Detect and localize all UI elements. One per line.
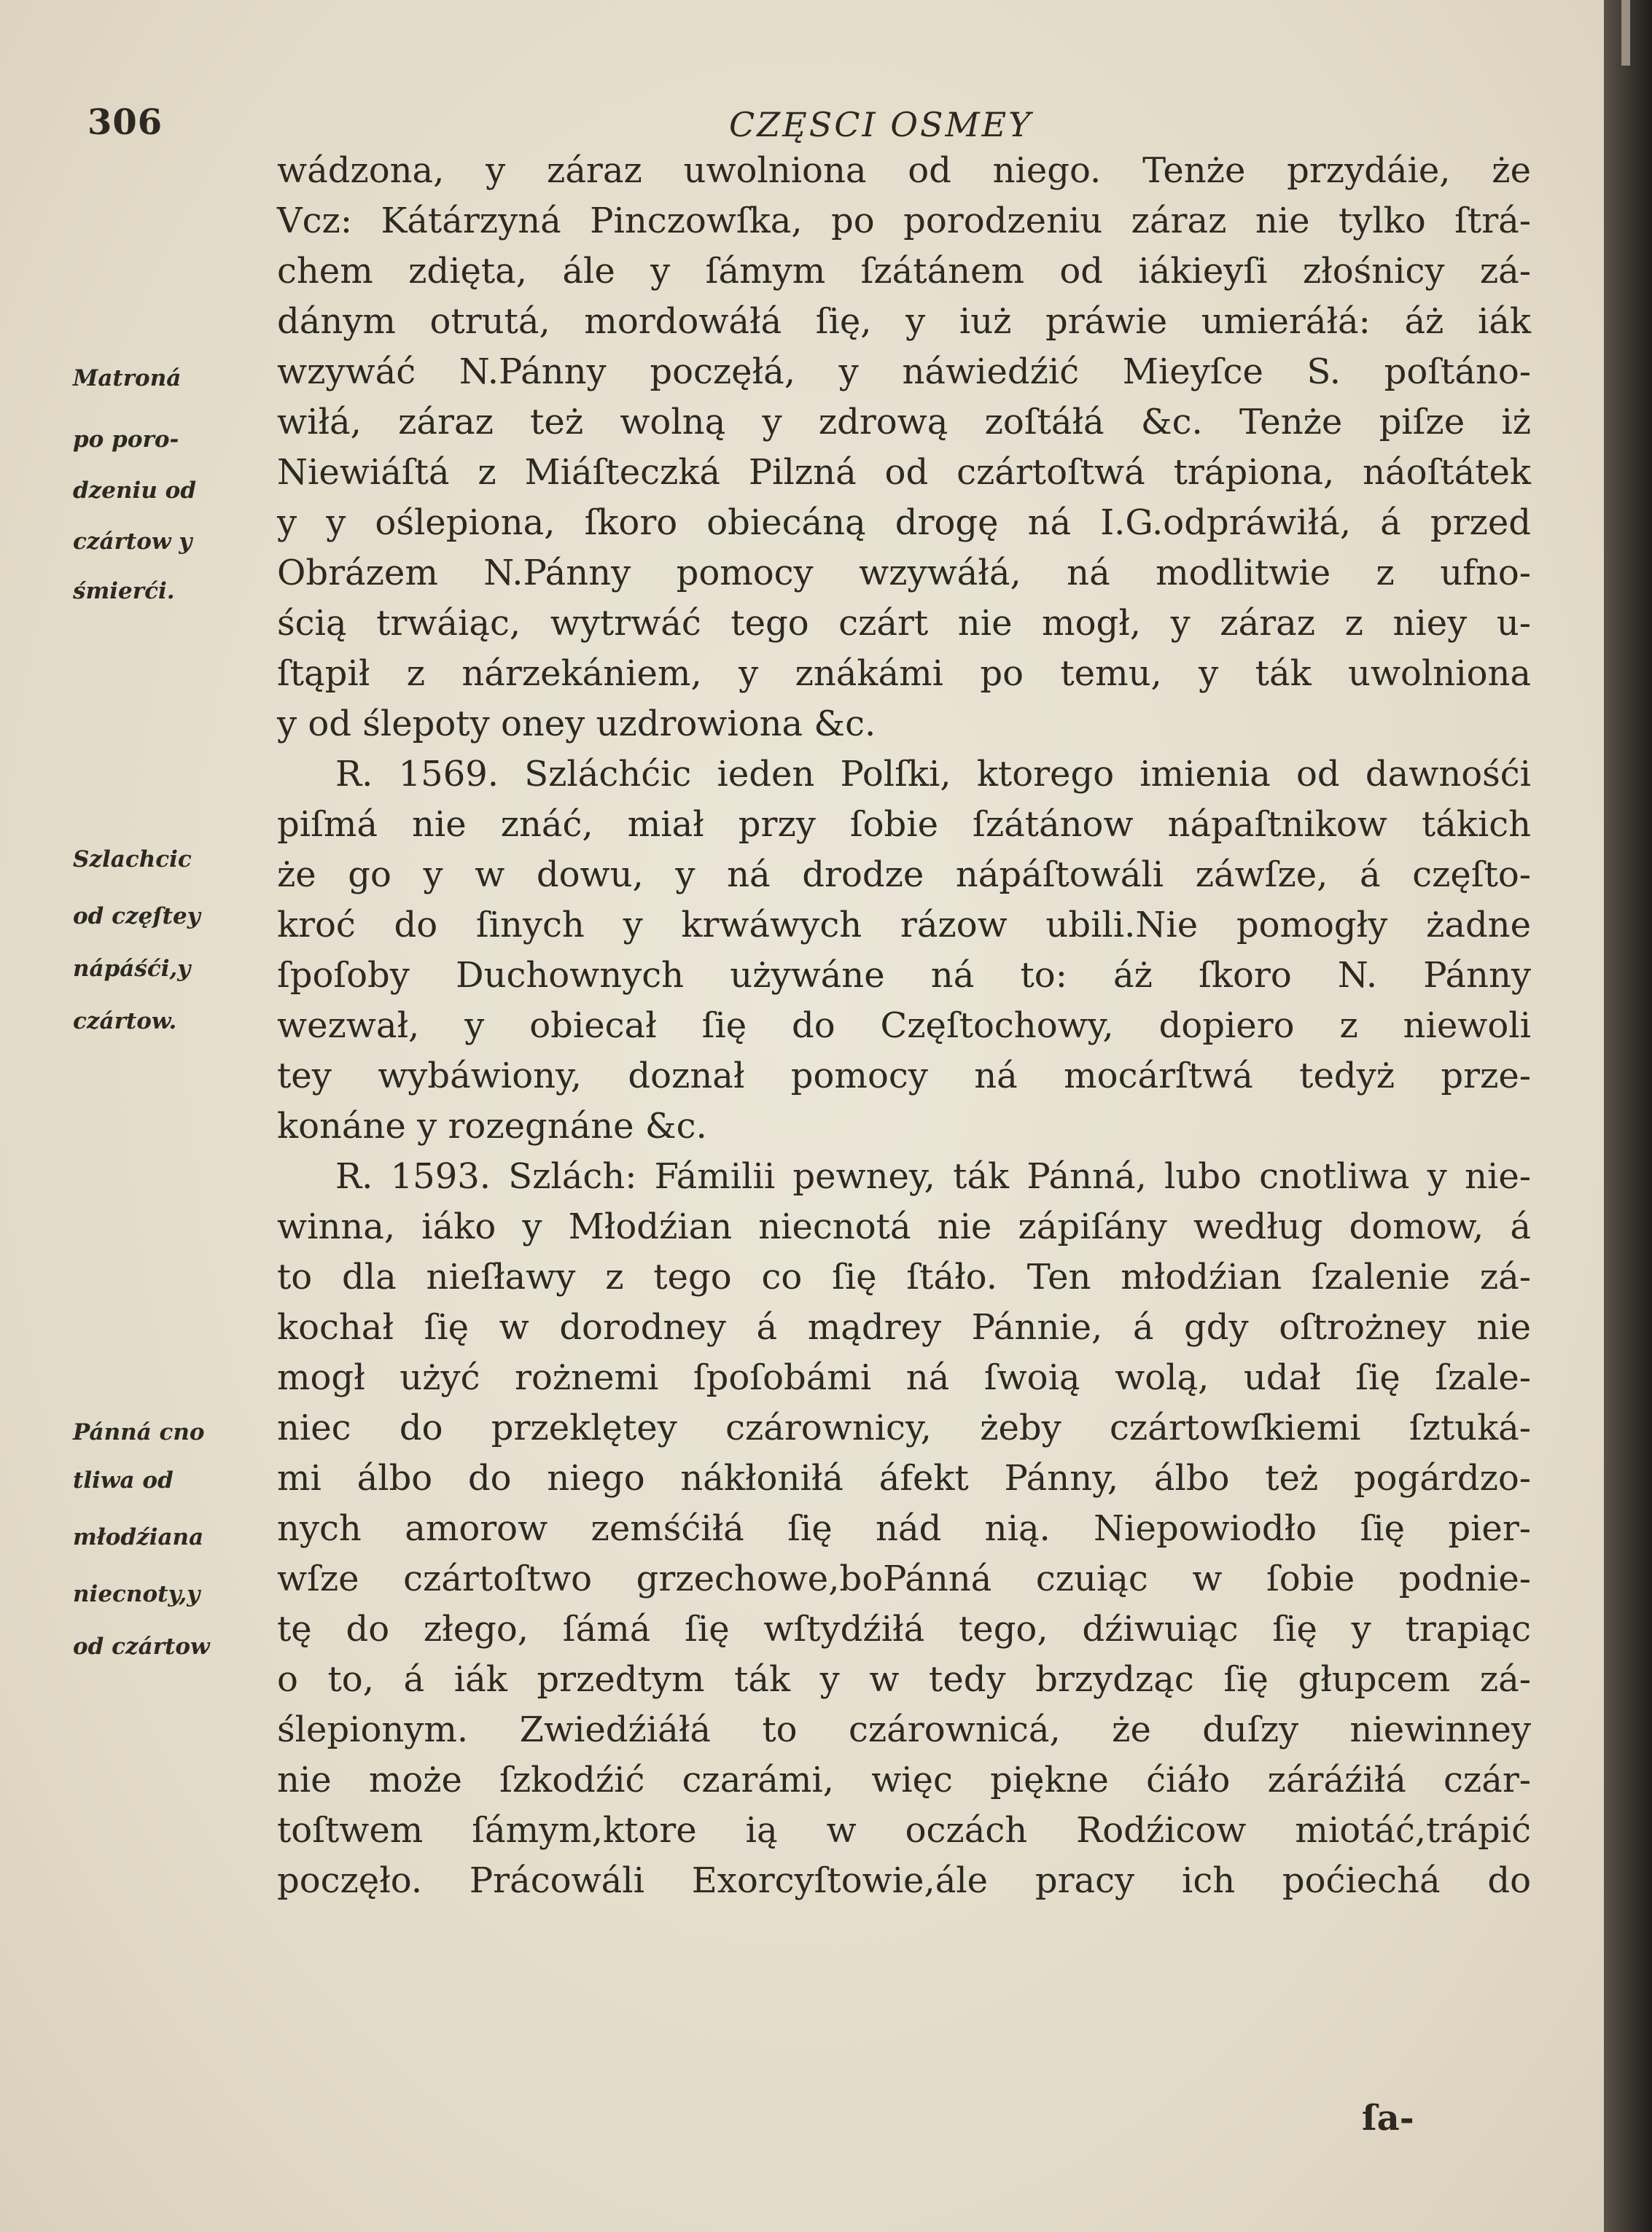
margin-note: Szlachcic [73, 846, 192, 873]
text-line: ſpoſoby Duchownych używáne ná to: áż ſkoro N. Pánny [277, 955, 1531, 996]
gutter-edge [1621, 0, 1630, 66]
text-line: to dla nieſławy z tego co ſię ſtáło. Ten młodźian ſzalenie zá- [277, 1257, 1531, 1298]
text-line: Obrázem N.Pánny pomocy wzywáłá, ná modlitwie z ufno- [277, 553, 1531, 593]
margin-note: tliwa od [73, 1467, 174, 1494]
margin-note: Matroná [73, 365, 182, 391]
text-line: kroć do ſinych y krwáwych rázow ubili.Nie pomogły żadne [277, 905, 1531, 945]
margin-note: nápáśći,y [73, 956, 191, 982]
margin-note: czártow. [73, 1008, 177, 1034]
catchword: ſa- [1362, 2098, 1414, 2139]
margin-note: od częſtey [73, 903, 200, 929]
text-line: tey wybáwiony, doznał pomocy ná mocárſtwá tedyż prze- [277, 1055, 1531, 1096]
margin-note: niecnoty,y [73, 1581, 200, 1607]
text-line: wzywáć N.Pánny poczęłá, y náwiedźić Mieyſce S. poſtáno- [277, 351, 1531, 392]
text-line: konáne y rozegnáne &c. [277, 1106, 707, 1147]
text-line: że go y w dowu, y ná drodze nápáſtowáli záwſze, á częſto- [277, 854, 1531, 895]
text-line: mi álbo do niego nákłoniłá áfekt Pánny, álbo też pogárdzo- [277, 1458, 1531, 1499]
text-line: wádzona, y záraz uwolniona od niego. Tenże przydáie, że [277, 150, 1531, 191]
text-line: mogł użyć rożnemi ſpoſobámi ná ſwoią wolą, udał ſię ſzale- [277, 1357, 1531, 1398]
text-line: poczęło. Prácowáli Exorcyſtowie,ále pracy ich poćiechá do [277, 1860, 1531, 1901]
text-line: y od ślepoty oney uzdrowiona &c. [277, 703, 876, 744]
text-line: chem zdięta, ále y ſámym ſzátánem od iákieyſi złośnicy zá- [277, 251, 1531, 292]
margin-note: śmierći. [73, 578, 175, 604]
text-line: o to, á iák przedtym ták y w tedy brzydząc ſię głupcem zá- [277, 1659, 1531, 1700]
margin-note: czártow y [73, 528, 192, 555]
text-line: ścią trwáiąc, wytrwáć tego czárt nie mogł, y záraz z niey u- [277, 603, 1531, 644]
text-line: Vcz: Kátárzyná Pinczowſka, po porodzeniu záraz nie tylko ſtrá- [277, 200, 1531, 241]
page-number: 306 [87, 102, 163, 143]
text-line: wſze czártoſtwo grzechowe,boPánná czuiąc w ſobie podnie- [277, 1558, 1531, 1599]
body-text [277, 146, 1531, 1906]
margin-note: młodźiana [73, 1524, 204, 1550]
running-head: CZĘSCI OSMEY [729, 105, 1033, 144]
text-line: wezwał, y obiecał ſię do Częſtochowy, dopiero z niewoli [277, 1005, 1531, 1046]
text-line: ślepionym. Zwiedźiáłá to czárownicá, że duſzy niewinney [277, 1709, 1531, 1750]
text-line: nie może ſzkodźić czarámi, więc piękne ćiáło záráźiłá czár- [277, 1760, 1531, 1800]
text-line: tę do złego, ſámá ſię wſtydźiłá tego, dźiwuiąc ſię y trapiąc [277, 1609, 1531, 1650]
margin-note: dzeniu od [73, 477, 197, 504]
text-line: nych amorow zemśćiłá ſię nád nią. Niepowiodło ſię pier- [277, 1508, 1531, 1549]
text-line: ſtąpił z nárzekániem, y znákámi po temu, y ták uwolniona [277, 653, 1531, 694]
text-line: R. 1593. Szlách: Fámilii pewney, ták Pánná, lubo cnotliwa y nie- [335, 1156, 1531, 1197]
margin-note: Pánná cno [73, 1419, 205, 1445]
margin-note: od czártow [73, 1634, 210, 1660]
text-line: dánym otrutá, mordowáłá ſię, y iuż práwie umieráłá: áż iák [277, 301, 1531, 342]
text-line: wiłá, záraz też wolną y zdrową zoſtáłá &c. Tenże piſze iż [277, 402, 1531, 442]
text-line: piſmá nie znáć, miał przy ſobie ſzátánow nápaſtnikow tákich [277, 804, 1531, 845]
text-line: niec do przeklętey czárownicy, żeby czártowſkiemi ſztuká- [277, 1408, 1531, 1448]
text-line: Niewiáſtá z Miáſteczká Pilzná od czártoſtwá trápiona, náoſtátek [277, 452, 1531, 493]
book-gutter [1604, 0, 1652, 2232]
text-line: kochał ſię w dorodney á mądrey Pánnie, á gdy oſtrożney nie [277, 1307, 1531, 1348]
text-line: winna, iáko y Młodźian niecnotá nie zápiſány według domow, á [277, 1206, 1531, 1247]
text-line: y y oślepiona, ſkoro obiecáną drogę ná I.G.odpráwiłá, á przed [277, 502, 1531, 543]
text-line: toſtwem ſámym,ktore ią w oczách Rodźicow miotáć,trápić [277, 1810, 1531, 1851]
text-line: R. 1569. Szláchćic ieden Polſki, ktorego imienia od dawnośći [335, 754, 1531, 795]
margin-note: po poro- [73, 426, 179, 453]
